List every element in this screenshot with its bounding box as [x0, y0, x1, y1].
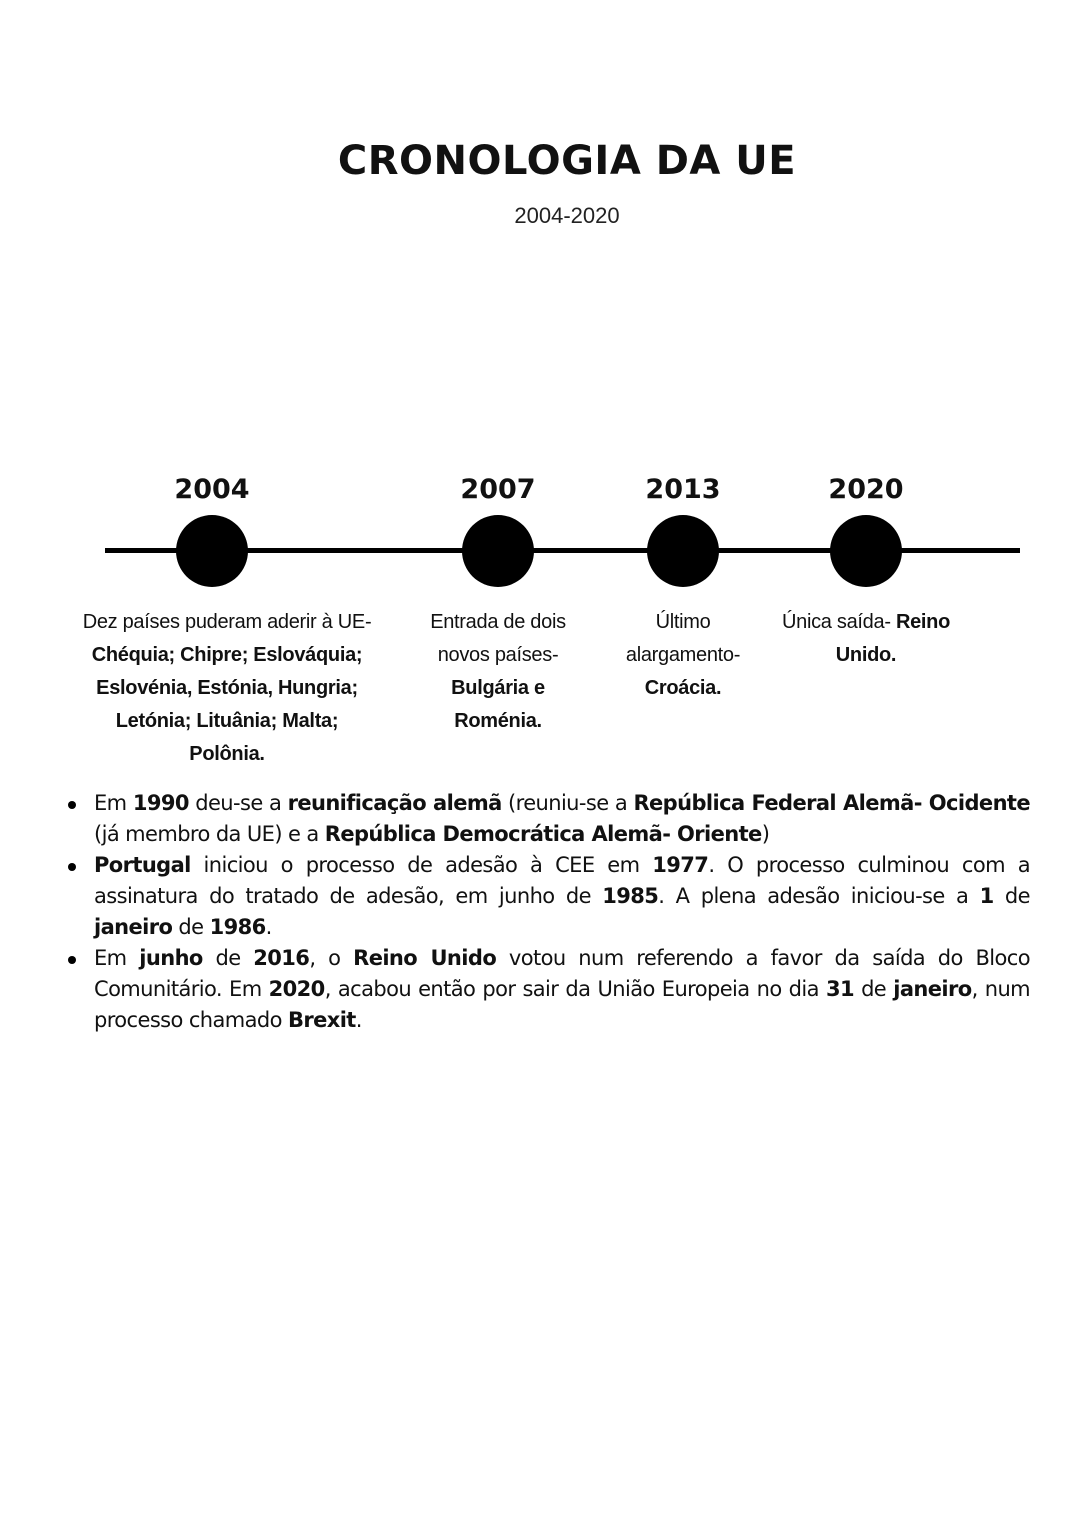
- timeline-description: [408, 606, 588, 738]
- bullet-item: [94, 850, 1030, 943]
- text: (reuniu-se a: [501, 791, 634, 815]
- page-subtitle: 2004-2020: [514, 203, 620, 228]
- timeline-year: 2004: [174, 474, 250, 505]
- description-line: [47, 606, 407, 639]
- timeline-marker: [647, 515, 719, 587]
- text: .: [265, 915, 272, 939]
- bold-text: Chéquia; Chipre; Eslováquia;: [91, 644, 363, 666]
- bold-text: República Federal Alemã- Ocidente: [633, 791, 1031, 815]
- text: , num processo chamado: [94, 977, 1031, 1032]
- text: de: [202, 946, 254, 970]
- description-line: [408, 672, 588, 705]
- bold-text: Letónia; Lituânia; Malta;: [115, 710, 339, 732]
- text: novos países-: [437, 644, 559, 666]
- description-line: [756, 606, 976, 639]
- text: . O processo culminou com a assinatura do tratado de adesão, em junho de: [94, 853, 1030, 908]
- notes-list: [94, 788, 1030, 1036]
- bold-text: Eslovénia, Estónia, Hungria;: [96, 677, 358, 699]
- page-title: CRONOLOGIA DA UE: [337, 138, 797, 184]
- text: Entrada de dois: [430, 611, 566, 633]
- text: Em: [94, 791, 133, 815]
- description-line: [408, 705, 588, 738]
- text: deu-se a: [188, 791, 288, 815]
- description-line: [47, 672, 407, 705]
- timeline-description: [603, 606, 763, 705]
- bold-text: 2016: [253, 946, 310, 970]
- bold-text: Polônia.: [189, 743, 265, 765]
- description-line: [47, 639, 407, 672]
- bold-text: Reino: [895, 611, 950, 633]
- bold-text: Unido.: [835, 644, 897, 666]
- text: alargamento-: [625, 644, 741, 666]
- description-line: [756, 639, 976, 672]
- text: ): [761, 822, 770, 846]
- bold-text: janeiro: [94, 915, 173, 939]
- text: Dez países puderam aderir à UE-: [82, 611, 372, 633]
- text: , o: [309, 946, 354, 970]
- timeline-year: 2020: [828, 474, 904, 505]
- text: Último: [655, 611, 711, 633]
- bold-text: Reino Unido: [353, 946, 497, 970]
- bold-text: junho: [139, 946, 203, 970]
- bold-text: Bulgária e: [451, 677, 545, 699]
- bold-text: Portugal: [94, 853, 191, 877]
- timeline-description: [756, 606, 976, 672]
- bold-text: reunificação alemã: [287, 791, 502, 815]
- timeline-year: 2007: [460, 474, 536, 505]
- bold-text: Brexit: [287, 1008, 356, 1032]
- text: Única saída-: [782, 611, 896, 633]
- description-line: [408, 606, 588, 639]
- bullet-item: [94, 788, 1030, 850]
- bold-text: 31: [825, 977, 854, 1001]
- timeline-marker: [176, 515, 248, 587]
- text: de: [854, 977, 894, 1001]
- timeline-year: 2013: [645, 474, 721, 505]
- description-line: [47, 705, 407, 738]
- text: , acabou então por sair da União Europeia no dia: [324, 977, 826, 1001]
- text: de: [172, 915, 210, 939]
- bold-text: 2020: [268, 977, 325, 1001]
- bold-text: 1977: [652, 853, 709, 877]
- bold-text: 1985: [602, 884, 659, 908]
- text: Em: [94, 946, 140, 970]
- description-line: [47, 738, 407, 771]
- text: votou num referendo a favor da saída do Bloco Comunitário. Em: [94, 946, 1030, 1001]
- description-line: [603, 672, 763, 705]
- text: (já membro da UE) e a: [94, 822, 325, 846]
- timeline-marker: [462, 515, 534, 587]
- description-line: [603, 606, 763, 639]
- bold-text: República Democrática Alemã- Oriente: [324, 822, 762, 846]
- description-line: [408, 639, 588, 672]
- text: .: [355, 1008, 362, 1032]
- timeline-marker: [830, 515, 902, 587]
- bold-text: Croácia.: [644, 677, 722, 699]
- bold-text: Roménia.: [454, 710, 542, 732]
- text: . A plena adesão iniciou-se a: [658, 884, 980, 908]
- bold-text: janeiro: [893, 977, 972, 1001]
- bullet-item: [94, 943, 1030, 1036]
- timeline-description: [47, 606, 407, 771]
- text: de: [993, 884, 1030, 908]
- description-line: [603, 639, 763, 672]
- bold-text: 1: [979, 884, 994, 908]
- text: iniciou o processo de adesão à CEE em: [190, 853, 653, 877]
- bold-text: 1990: [132, 791, 189, 815]
- bold-text: 1986: [209, 915, 266, 939]
